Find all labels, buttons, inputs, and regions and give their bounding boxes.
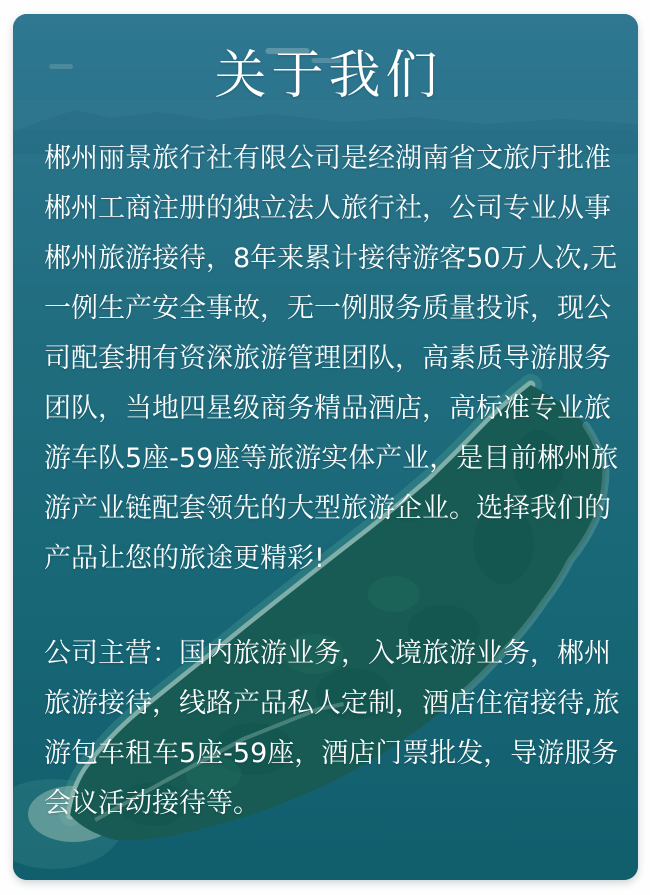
text-line: 产品让您的旅途更精彩! (44, 543, 325, 574)
page-title: 关于我们 (214, 46, 443, 106)
text-line: 会议活动接待等。 (44, 788, 260, 819)
text-line: 郴州旅游接待，8年来累计接待游客50万人次,无 (44, 243, 618, 274)
about-paragraph-intro (44, 134, 619, 584)
text-line: 公司主营：国内旅游业务，入境旅游业务，郴州 (44, 638, 611, 669)
about-paragraph-business (44, 629, 620, 829)
text-line: 旅游接待，线路产品私人定制，酒店住宿接待,旅 (44, 688, 620, 719)
text-line: 司配套拥有资深旅游管理团队，高素质导游服务 (44, 343, 611, 374)
text-line: 游包车租车5座-59座，酒店门票批发，导游服务 (44, 738, 619, 769)
text-line: 团队，当地四星级商务精品酒店，高标准专业旅 (44, 393, 611, 424)
text-line: 游产业链配套领先的大型旅游企业。选择我们的 (44, 493, 611, 524)
text-line: 游车队5座-59座等旅游实体产业，是目前郴州旅 (44, 443, 619, 474)
about-content (13, 14, 638, 829)
about-card (13, 14, 638, 880)
text-line: 郴州丽景旅行社有限公司是经湖南省文旅厅批准 (44, 143, 611, 174)
text-line: 郴州工商注册的独立法人旅行社，公司专业从事 (44, 193, 611, 224)
text-line: 一例生产安全事故，无一例服务质量投诉，现公 (44, 293, 611, 324)
